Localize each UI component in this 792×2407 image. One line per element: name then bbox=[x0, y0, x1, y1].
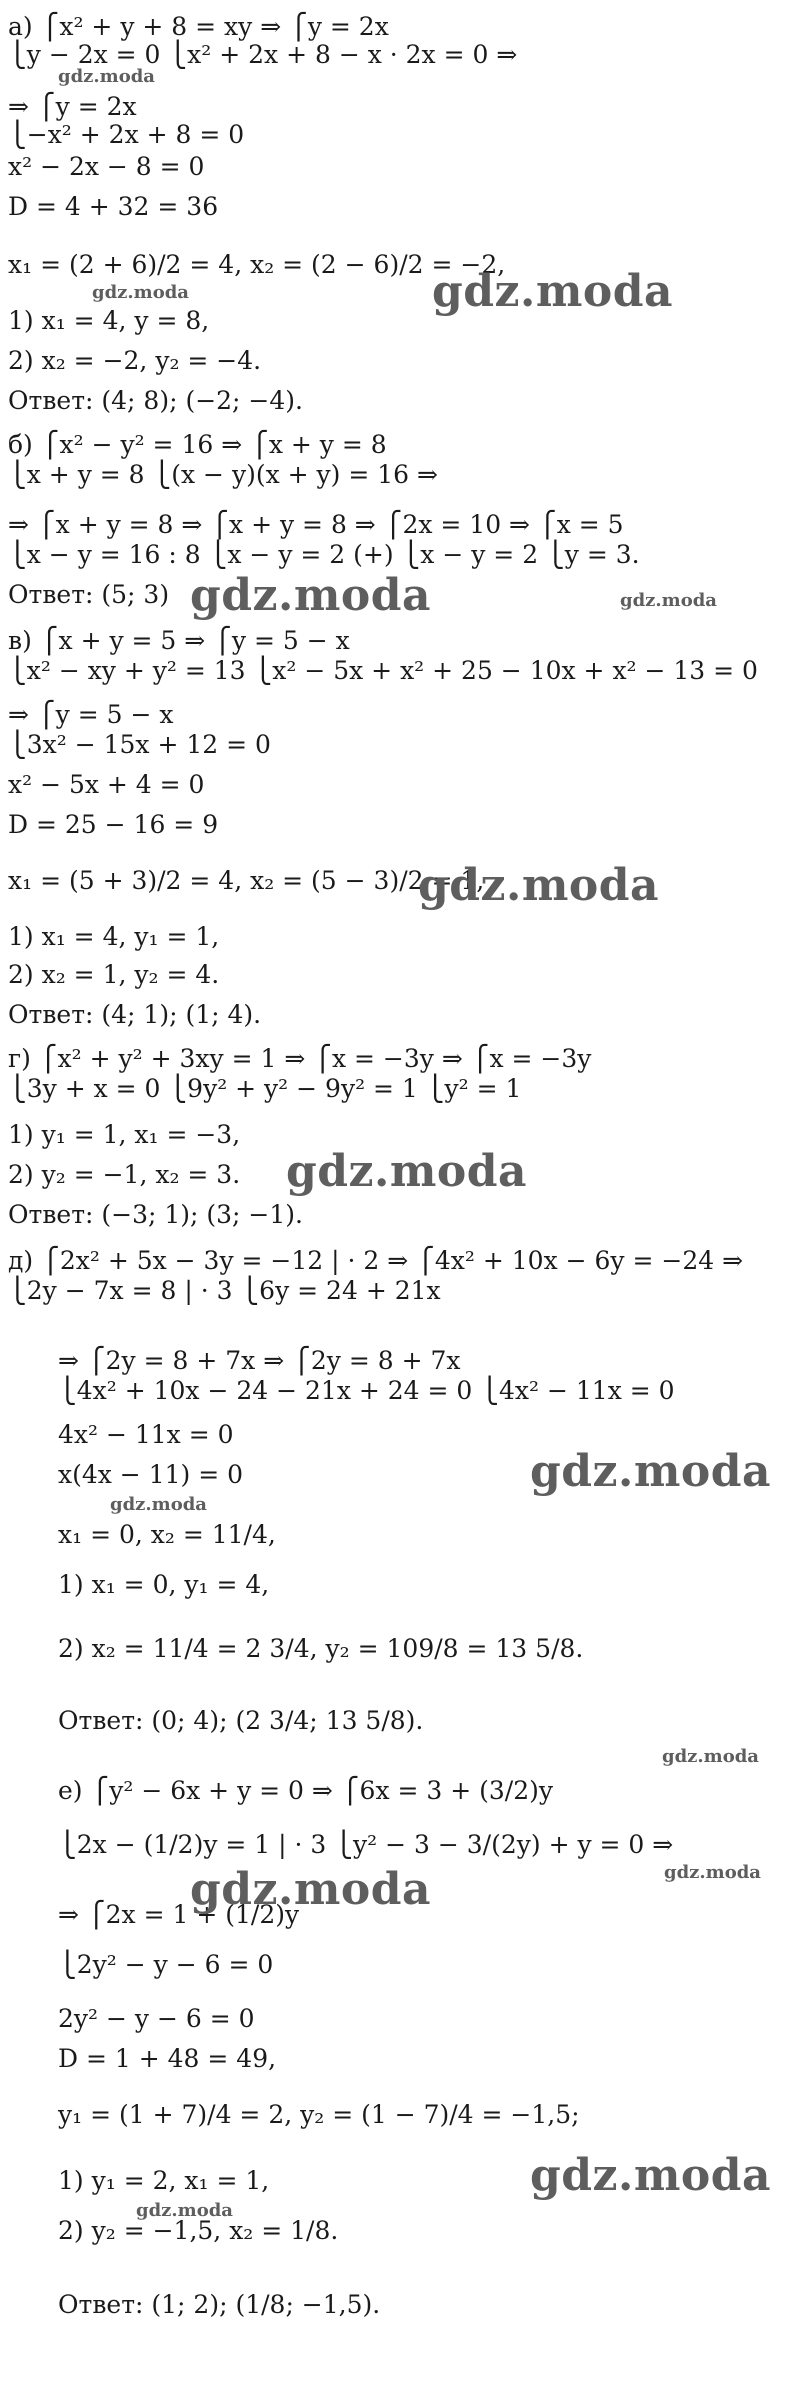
watermark-large: gdz.moda bbox=[530, 1446, 772, 1497]
line-d-4: ⎩4x² + 10x − 24 − 21x + 24 = 0 ⎩4x² − 11x = 0 bbox=[58, 1376, 675, 1405]
line-v-6: D = 25 − 16 = 9 bbox=[8, 810, 219, 839]
watermark-small: gdz.moda bbox=[110, 1494, 207, 1515]
line-a-2: ⎩y − 2x = 0 ⎩x² + 2x + 8 − x · 2x = 0 ⇒ bbox=[8, 40, 518, 69]
line-d-7: x₁ = 0, x₂ = 11/4, bbox=[58, 1520, 276, 1549]
line-b-4: ⎩x − y = 16 : 8 ⎩x − y = 2 (+) ⎩x − y = 2 ⎩y = 3. bbox=[8, 540, 640, 569]
line-v-4: ⎩3x² − 15x + 12 = 0 bbox=[8, 730, 271, 759]
line-d-2: ⎩2y − 7x = 8 | · 3 ⎩6y = 24 + 21x bbox=[8, 1276, 441, 1305]
line-v-9: 2) x₂ = 1, y₂ = 4. bbox=[8, 960, 220, 989]
line-e-8: 1) y₁ = 2, x₁ = 1, bbox=[58, 2166, 270, 2195]
watermark-small: gdz.moda bbox=[92, 282, 189, 303]
line-a-5: x² − 2x − 8 = 0 bbox=[8, 152, 205, 181]
line-g-2: ⎩3y + x = 0 ⎩9y² + y² − 9y² = 1 ⎩y² = 1 bbox=[8, 1074, 522, 1103]
answer-e: Ответ: (1; 2); (1/8; −1,5). bbox=[58, 2290, 381, 2319]
answer-b: Ответ: (5; 3) bbox=[8, 580, 170, 609]
watermark-large: gdz.moda bbox=[432, 266, 674, 317]
line-e-2: ⎩2x − (1/2)y = 1 | · 3 ⎩y² − 3 − 3/(2y) + y = 0 ⇒ bbox=[58, 1830, 674, 1859]
line-v-5: x² − 5x + 4 = 0 bbox=[8, 770, 205, 799]
watermark-small: gdz.moda bbox=[136, 2200, 233, 2221]
line-e-3: ⇒ ⎧2x = 1 + (1/2)y bbox=[58, 1900, 300, 1929]
answer-d: Ответ: (0; 4); (2 3/4; 13 5/8). bbox=[58, 1706, 424, 1735]
line-a-4: ⎩−x² + 2x + 8 = 0 bbox=[8, 120, 245, 149]
watermark-small: gdz.moda bbox=[662, 1746, 759, 1767]
answer-v: Ответ: (4; 1); (1; 4). bbox=[8, 1000, 262, 1029]
watermark-large: gdz.moda bbox=[190, 570, 432, 621]
line-b-3: ⇒ ⎧x + y = 8 ⇒ ⎧x + y = 8 ⇒ ⎧2x = 10 ⇒ ⎧x = 5 bbox=[8, 510, 624, 539]
line-a-9: 2) x₂ = −2, y₂ = −4. bbox=[8, 346, 262, 375]
line-v-2: ⎩x² − xy + y² = 13 ⎩x² − 5x + x² + 25 − 10x + x² − 13 = 0 bbox=[8, 656, 758, 685]
answer-a: Ответ: (4; 8); (−2; −4). bbox=[8, 386, 303, 415]
answer-g: Ответ: (−3; 1); (3; −1). bbox=[8, 1200, 303, 1229]
line-g-1: г) ⎧x² + y² + 3xy = 1 ⇒ ⎧x = −3y ⇒ ⎧x = −3y bbox=[8, 1044, 592, 1073]
line-v-8: 1) x₁ = 4, y₁ = 1, bbox=[8, 922, 220, 951]
line-b-2: ⎩x + y = 8 ⎩(x − y)(x + y) = 16 ⇒ bbox=[8, 460, 438, 489]
watermark-large: gdz.moda bbox=[286, 1146, 528, 1197]
line-d-5: 4x² − 11x = 0 bbox=[58, 1420, 234, 1449]
line-d-6: x(4x − 11) = 0 bbox=[58, 1460, 244, 1489]
line-a-7: x₁ = (2 + 6)/2 = 4, x₂ = (2 − 6)/2 = −2, bbox=[8, 250, 506, 279]
watermark-small: gdz.moda bbox=[664, 1862, 761, 1883]
line-a-3: ⇒ ⎧y = 2x bbox=[8, 92, 137, 121]
line-a-6: D = 4 + 32 = 36 bbox=[8, 192, 219, 221]
line-d-3: ⇒ ⎧2y = 8 + 7x ⇒ ⎧2y = 8 + 7x bbox=[58, 1346, 461, 1375]
line-v-7: x₁ = (5 + 3)/2 = 4, x₂ = (5 − 3)/2 = 1, bbox=[8, 866, 485, 895]
line-v-1: в) ⎧x + y = 5 ⇒ ⎧y = 5 − x bbox=[8, 626, 350, 655]
watermark-large: gdz.moda bbox=[190, 1864, 432, 1915]
line-e-7: y₁ = (1 + 7)/4 = 2, y₂ = (1 − 7)/4 = −1,5; bbox=[58, 2100, 580, 2129]
watermark-large: gdz.moda bbox=[418, 860, 660, 911]
line-v-3: ⇒ ⎧y = 5 − x bbox=[8, 700, 174, 729]
line-g-4: 2) y₂ = −1, x₂ = 3. bbox=[8, 1160, 241, 1189]
line-g-3: 1) y₁ = 1, x₁ = −3, bbox=[8, 1120, 241, 1149]
line-d-9: 2) x₂ = 11/4 = 2 3/4, y₂ = 109/8 = 13 5/8. bbox=[58, 1634, 584, 1663]
watermark-small: gdz.moda bbox=[58, 66, 155, 87]
watermark-small: gdz.moda bbox=[620, 590, 717, 611]
watermark-large: gdz.moda bbox=[530, 2150, 772, 2201]
line-e-9: 2) y₂ = −1,5, x₂ = 1/8. bbox=[58, 2216, 339, 2245]
line-d-8: 1) x₁ = 0, y₁ = 4, bbox=[58, 1570, 270, 1599]
line-b-1: б) ⎧x² − y² = 16 ⇒ ⎧x + y = 8 bbox=[8, 430, 387, 459]
line-d-1: д) ⎧2x² + 5x − 3y = −12 | · 2 ⇒ ⎧4x² + 10x − 6y = −24 ⇒ bbox=[8, 1246, 744, 1275]
line-a-8: 1) x₁ = 4, y = 8, bbox=[8, 306, 210, 335]
line-e-6: D = 1 + 48 = 49, bbox=[58, 2044, 277, 2073]
line-e-5: 2y² − y − 6 = 0 bbox=[58, 2004, 255, 2033]
line-a-1: а) ⎧x² + y + 8 = xy ⇒ ⎧y = 2x bbox=[8, 12, 389, 41]
line-e-1: е) ⎧y² − 6x + y = 0 ⇒ ⎧6x = 3 + (3/2)y bbox=[58, 1776, 553, 1805]
line-e-4: ⎩2y² − y − 6 = 0 bbox=[58, 1950, 274, 1979]
